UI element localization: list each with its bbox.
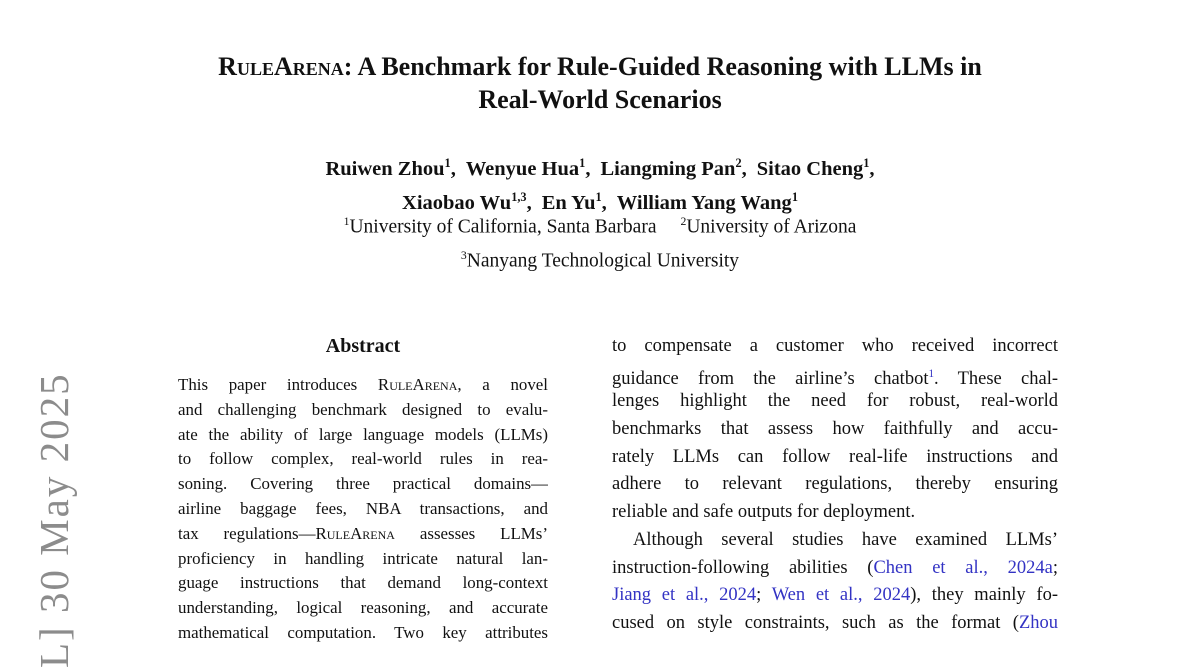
paper-title	[0, 50, 1200, 116]
text-run: , a novel	[457, 375, 548, 394]
arxiv-watermark: L] 30 May 2025	[31, 372, 77, 668]
paper-title-line	[0, 50, 1200, 83]
text-run: reliable and safe outputs for deployment.	[612, 502, 916, 523]
text-run: to follow complex, real-world rules in rea-	[178, 449, 548, 469]
text-run: Although several studies have examined LLMs’	[633, 529, 1058, 550]
text-run: rately LLMs can follow real-life instructions and	[612, 446, 1058, 467]
text-run: cused on style constraints, such as the format (	[612, 612, 1019, 633]
text-line	[178, 596, 548, 621]
text-run: . These chal-	[934, 368, 1058, 389]
text-run: Wenyue Hua	[465, 157, 580, 180]
text-run: ;	[756, 585, 772, 606]
text-line	[612, 388, 1058, 416]
text-line	[178, 621, 548, 646]
superscript: 1,3	[511, 190, 527, 205]
citation-link[interactable]: Wen et al., 2024	[771, 585, 911, 606]
superscript: 1	[444, 156, 451, 170]
superscript: 1	[579, 156, 586, 170]
text-run: ule	[389, 375, 413, 394]
text-run: rena	[292, 52, 344, 81]
abstract-heading: Abstract	[325, 335, 401, 357]
text-run: University of Arizona	[686, 216, 857, 238]
text-run: ule	[236, 52, 274, 81]
text-run: assesses LLMs’	[394, 523, 548, 543]
text-line	[178, 373, 548, 398]
text-run: ), they mainly fo-	[910, 585, 1058, 606]
text-run: William Yang Wang	[616, 192, 792, 215]
text-run: proficiency in handling intricate natural lan-	[178, 548, 548, 568]
text-run: rena	[424, 375, 458, 394]
text-run: benchmarks that assess how faithfully and accu-	[612, 419, 1058, 440]
author-line	[0, 149, 1200, 183]
superscript: 1	[791, 190, 798, 205]
text-line	[178, 447, 548, 472]
citation-link[interactable]: Chen et al., 2024a	[873, 557, 1053, 578]
text-run: Real-World Scenarios	[478, 85, 722, 114]
text-line	[178, 547, 548, 572]
text-run: guidance from the airline’s chatbot	[612, 368, 929, 389]
text-run: ule	[326, 523, 351, 543]
text-run: to compensate a customer who received incorrect	[612, 336, 1058, 356]
text-run: Liangming Pan	[600, 157, 736, 180]
text-run: : A Benchmark for Rule-Guided Reasoning with LLMs in	[343, 52, 982, 81]
text-line	[612, 527, 1058, 555]
affiliation-list	[0, 208, 1200, 276]
text-line	[178, 398, 548, 423]
paper-title-line	[0, 83, 1200, 116]
text-run: understanding, logical reasoning, and accurate	[178, 598, 548, 618]
abstract-paragraph	[178, 373, 548, 646]
text-run: ;	[1052, 557, 1058, 578]
text-line	[178, 522, 548, 547]
affiliation-line	[0, 208, 1200, 242]
text-run: ,	[869, 157, 875, 180]
superscript: 2	[735, 156, 742, 170]
text-run: and challenging benchmark designed to evalu-	[178, 399, 548, 419]
superscript: 1	[863, 156, 870, 170]
text-run: rena	[362, 523, 395, 543]
text-line	[612, 471, 1058, 499]
text-line	[612, 333, 1058, 361]
text-run: ,	[526, 192, 532, 215]
text-run: R	[218, 52, 237, 81]
text-run: ,	[585, 157, 591, 180]
text-run: A	[412, 375, 425, 394]
text-run: Xiaobao Wu	[402, 192, 512, 215]
text-run: ate the ability of large language models (LLMs)	[178, 424, 548, 444]
text-run: soning. Covering three practical domains—	[178, 474, 548, 494]
affiliation-line	[0, 242, 1200, 276]
text-run: mathematical computation. Two key attributes	[178, 622, 548, 642]
text-run: ,	[601, 192, 607, 215]
superscript: 3	[460, 249, 467, 262]
citation-link[interactable]: Zhou	[1018, 612, 1058, 633]
text-line	[178, 571, 548, 596]
text-line	[612, 444, 1058, 472]
text-run: En Yu	[541, 192, 596, 215]
superscript: 1	[343, 215, 350, 228]
text-line	[612, 610, 1058, 638]
text-line	[612, 361, 1058, 389]
text-run: A	[350, 523, 363, 543]
text-run: Ruiwen Zhou	[325, 157, 445, 180]
text-run: University of California, Santa Barbara	[349, 216, 657, 238]
citation-link[interactable]: Jiang et al., 2024	[612, 585, 757, 606]
text-run: adhere to relevant regulations, thereby ensuring	[612, 474, 1058, 495]
text-line	[612, 416, 1058, 444]
text-line	[178, 472, 548, 497]
text-run: tax regulations—R	[178, 523, 327, 543]
introduction-column	[612, 333, 1058, 638]
text-run: ,	[450, 157, 456, 180]
text-run: airline baggage fees, NBA transactions, and	[178, 498, 548, 518]
text-run: instruction-following abilities (	[612, 557, 874, 578]
text-line	[612, 499, 1058, 527]
superscript: 1	[595, 190, 602, 205]
text-line	[612, 582, 1058, 610]
text-line	[178, 497, 548, 522]
text-run: guage instructions that demand long-context	[178, 573, 548, 593]
text-run: lenges highlight the need for robust, real-world	[612, 391, 1058, 412]
text-run: Sitao Cheng	[756, 157, 864, 180]
superscript: 2	[680, 215, 687, 228]
text-line	[612, 555, 1058, 583]
text-run: This paper introduces R	[178, 375, 390, 394]
text-run: ,	[741, 157, 747, 180]
citation-link[interactable]: 1	[928, 367, 935, 380]
text-run: A	[273, 52, 293, 81]
text-run: Nanyang Technological University	[466, 250, 740, 272]
text-line	[178, 423, 548, 448]
